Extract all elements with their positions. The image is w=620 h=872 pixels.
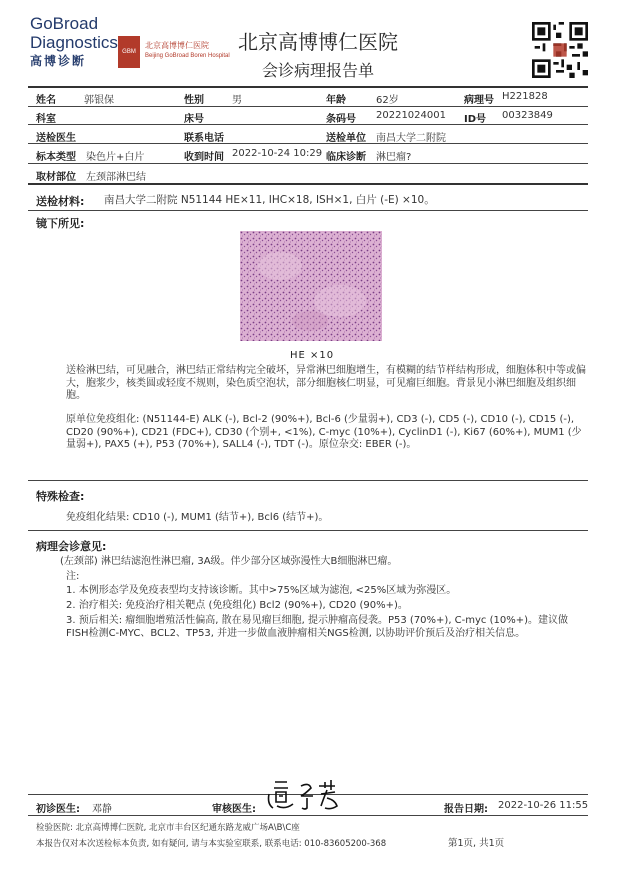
logo-line1: GoBroad [30, 14, 99, 33]
phone-label: 联系电话 [184, 133, 224, 144]
image-caption: HE ×10 [290, 350, 335, 361]
path-number: H221828 [502, 91, 548, 102]
report-date: 2022-10-26 11:55 [498, 800, 589, 811]
patient-name: 郭银保 [84, 95, 114, 106]
logo-line2: Diagnostics [30, 33, 118, 52]
received-time: 2022-10-24 10:29 [232, 148, 323, 159]
page-indicator: 第1页, 共1页 [448, 838, 505, 849]
age-label: 年龄 [326, 95, 346, 106]
special-text: 免疫组化结果: CD10 (-), MUM1 (结节+), Bcl6 (结节+)。 [66, 512, 329, 523]
microscope-label: 镜下所见: [36, 217, 85, 230]
gobroad-logo [30, 14, 118, 71]
pathno-label: 病理号 [464, 95, 494, 106]
first-doctor-label: 初诊医生: [36, 804, 80, 815]
sending-hospital: 南昌大学二附院 [376, 133, 446, 144]
patient-gender: 男 [232, 95, 242, 106]
qr-code-icon [532, 22, 588, 78]
microscope-description: 送检淋巴结，可见融合，淋巴结正常结构完全破坏，异常淋巴细胞增生，有模糊的结节样结构形成，细胞体积中等或偏大，胞浆少，核类圆或轻度不规则，染色质空泡状，部分细胞核仁明显，可见瘤巨细胞。背景见小淋巴细胞及组织细胞。 [66, 365, 586, 401]
bed-label: 床号 [184, 114, 204, 125]
barcode-value: 20221024001 [376, 110, 446, 121]
review-doctor-label: 审核医生: [212, 804, 256, 815]
id-value: 00323849 [502, 110, 553, 121]
sampling-site: 左颈部淋巴结 [86, 172, 146, 183]
specimen-type: 染色片+白片 [86, 152, 145, 163]
special-label: 特殊检查: [36, 490, 85, 503]
opinion-label: 病理会诊意见: [36, 540, 107, 553]
site-label: 取材部位 [36, 172, 76, 183]
review-signature [265, 776, 355, 812]
note-label: 注: [66, 571, 80, 582]
name-label: 姓名 [36, 95, 56, 106]
gbm-cn-name: 北京高博博仁医院 [145, 41, 209, 50]
barcode-label: 条码号 [326, 114, 356, 125]
diagnosis-label: 临床诊断 [326, 152, 366, 163]
clinical-diagnosis: 淋巴瘤? [376, 152, 412, 163]
report-date-label: 报告日期: [444, 804, 488, 815]
report-title: 会诊病理报告单 [261, 61, 374, 80]
footer-address: 检验医院: 北京高博博仁医院, 北京市丰台区纪通东路龙威广场A\B\C座 [36, 823, 300, 833]
hospital-title: 北京高博博仁医院 [238, 30, 398, 54]
opinion-main: (左颈部) 淋巴结滤泡性淋巴瘤, 3A级。伴少部分区域弥漫性大B细胞淋巴瘤。 [60, 556, 398, 567]
material-text: 南昌大学二附院 N51144 HE×11, IHC×18, ISH×1, 白片 (-E) ×10。 [104, 194, 435, 206]
logo-line3: 高博诊断 [30, 54, 87, 68]
ihc-results: 原单位免疫组化: (N51144-E) ALK (-), Bcl-2 (90%+), Bcl-6 (少量弱+), CD3 (-), CD5 (-), CD10 (-), CD15 (-), CD20 (90%+), CD21 (FDC+), CD30 (个别+, <1%), C-myc (10%+), CyclinD1 (-), Ki67 (60%+), MUM1 (少量弱+), PAX5 (+), P53 (70%+), SALL4 (-), TDT (-)。原位杂交: EBER (-)。 [66, 414, 582, 450]
note-3: 3. 预后相关: 瘤细胞增殖活性偏高, 散在易见瘤巨细胞, 提示肿瘤高侵袭。P53 (70%+), C-myc (10%+)。建议做FISH检测C-MYC、BCL2、TP53, 并进一步做血液肿瘤相关NGS检测, 以协助评价预后及治疗相关信息。 [66, 615, 569, 639]
gbm-en-name: Beijing GoBroad Boren Hospital [145, 53, 230, 59]
footer-disclaimer: 本报告仅对本次送检标本负责, 如有疑问, 请与本实验室联系, 联系电话: 010-83605200-368 [36, 839, 387, 849]
gbm-badge: GBM [118, 36, 140, 68]
id-label: ID号 [464, 114, 487, 125]
first-doctor: 邓静 [92, 804, 112, 815]
patient-age: 62岁 [376, 95, 399, 106]
gender-label: 性别 [184, 95, 204, 106]
note-1: 1. 本例形态学及免疫表型均支持该诊断。其中>75%区域为滤泡, <25%区域为弥漫区。 [66, 585, 457, 596]
received-label: 收到时间 [184, 152, 224, 163]
histology-image [240, 231, 382, 341]
hospital-label: 送检单位 [326, 133, 366, 144]
dept-label: 科室 [36, 114, 56, 125]
doctor-label: 送检医生 [36, 133, 76, 144]
specimen-label: 标本类型 [36, 152, 76, 163]
material-label: 送检材料: [36, 195, 85, 208]
note-2: 2. 治疗相关: 免疫治疗相关靶点 (免疫组化) Bcl2 (90%+), CD20 (90%+)。 [66, 600, 408, 611]
